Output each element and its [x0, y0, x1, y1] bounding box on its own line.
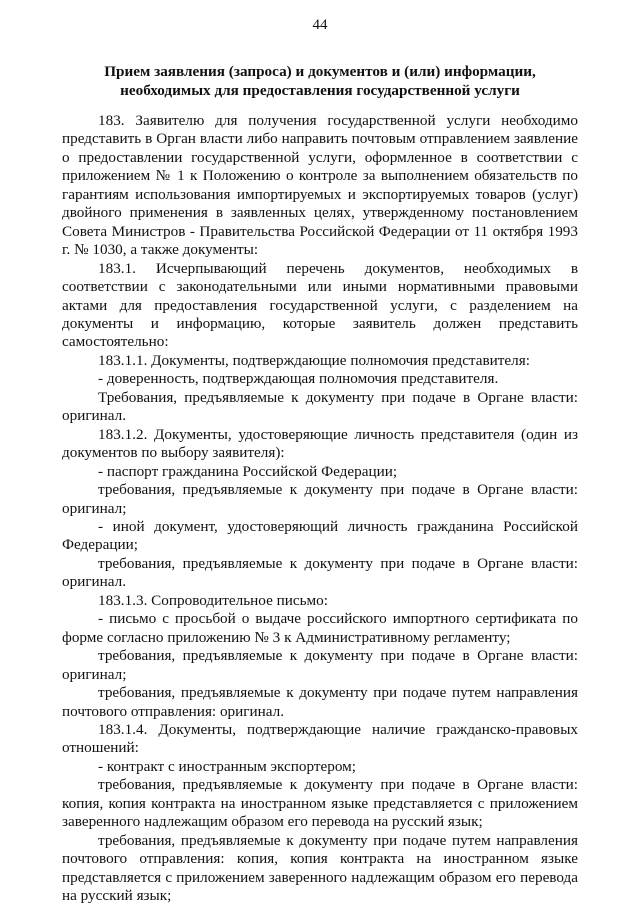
requirement-paragraph: Требования, предъявляемые к документу при подаче в Органе власти: оригинал. — [62, 388, 578, 425]
page-number: 44 — [312, 17, 328, 33]
list-item-contract: - контракт с иностранным экспортером; — [98, 757, 356, 775]
paragraph-183-1: 183.1. Исчерпывающий перечень документов, необходимых в соответствии с законодательными или иными нормативными правовыми актами для предоставления государственной услуги, с разделением на документы и информацию, которые заявитель должен представить самостоятельно: — [62, 259, 578, 351]
requirement-paragraph: требования, предъявляемые к документу при подаче путем направления почтового отправления: оригинал. — [62, 684, 578, 720]
list-item-power-of-attorney: - доверенность, подтверждающая полномочия представителя. — [98, 370, 499, 388]
paragraph-183-1-4: 183.1.4. Документы, подтверждающие наличие гражданско-правовых отношений: — [62, 720, 578, 757]
paragraph-183: 183. Заявителю для получения государственной услуги необходимо представить в Орган власти либо направить почтовым отправлением заявление о предоставлении государственной услуги, оформленное в соответствии с приложением № 1 к Положению о контроле за выполнением обязательств по гарантиям использования импортируемых и экспортируемых товаров (услуг) двойного применения в заявленных целях, утвержденному постановлением Совета Министров - Правительства Российской Федерации от 11 октября 1993 г. № 1030, а также документы: — [62, 112, 578, 259]
list-item-request-letter: - письмо с просьбой о выдаче российского импортного сертификата по форме согласно приложению № 3 к Административному регламенту; — [62, 610, 578, 646]
requirement-paragraph: требования, предъявляемые к документу при подаче путем направления почтового отправления: копия, копия контракта на иностранном языке представляется с приложением заверенного надлежащим образом его перевода на русский язык; — [62, 831, 578, 905]
list-item-other-id-document: - иной документ, удостоверяющий личность гражданина Российской Федерации; — [62, 517, 578, 554]
requirement-paragraph: требования, предъявляемые к документу при подаче в Органе власти: оригинал; — [62, 481, 578, 517]
requirement-paragraph: требования, предъявляемые к документу при подаче в Органе власти: копия, копия контракта на иностранном языке представляется с приложением заверенного надлежащим образом его перевода на русский язык; — [62, 776, 578, 831]
requirement-paragraph: требования, предъявляемые к документу при подаче в Органе власти: оригинал. — [62, 554, 578, 591]
section-heading — [62, 62, 578, 100]
requirement-paragraph: требования, предъявляемые к документу при подаче в Органе власти: оригинал; — [62, 647, 578, 683]
paragraph-183-1-3: 183.1.3. Сопроводительное письмо: — [98, 591, 328, 609]
list-item-passport: - паспорт гражданина Российской Федерации; — [98, 462, 398, 480]
section-heading-line-2: необходимых для предоставления государственной услуги — [120, 82, 520, 99]
paragraph-183-1-1: 183.1.1. Документы, подтверждающие полномочия представителя: — [98, 351, 530, 369]
paragraph-183-1-2: 183.1.2. Документы, удостоверяющие личность представителя (один из документов по выбору заявителя): — [62, 425, 578, 462]
body-text — [62, 112, 578, 905]
section-heading-line-1: Прием заявления (запроса) и документов и (или) информации, — [104, 63, 536, 80]
